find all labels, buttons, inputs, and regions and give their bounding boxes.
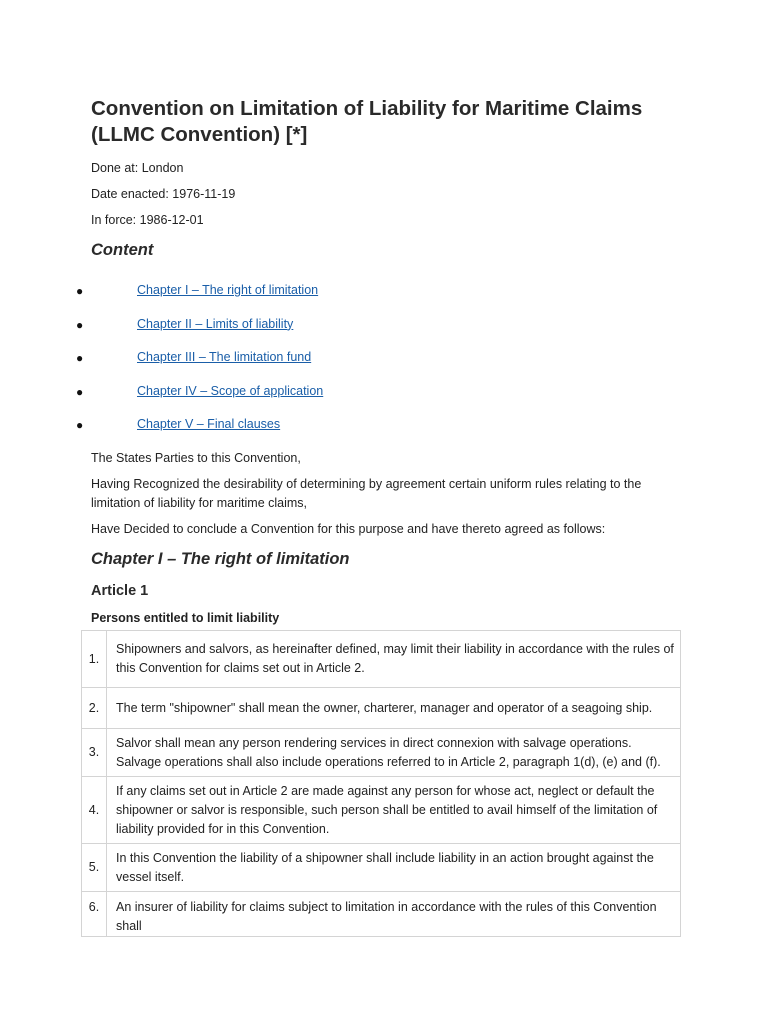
- toc-item: [0, 381, 500, 415]
- toc-link-chapter-5[interactable]: Chapter V – Final clauses: [137, 417, 281, 432]
- article-paragraphs-table: [81, 630, 681, 937]
- preamble-paragraph: Have Decided to conclude a Convention for this purpose and have thereto agreed as follows:: [91, 522, 606, 536]
- paragraph-number: 3.: [82, 729, 107, 777]
- chapter-heading: Chapter I – The right of limitation: [91, 550, 350, 568]
- table-of-contents: [0, 280, 500, 448]
- toc-link-chapter-4[interactable]: Chapter IV – Scope of application: [137, 383, 324, 398]
- toc-link-chapter-3[interactable]: Chapter III – The limitation fund: [137, 350, 312, 365]
- article-subheading: Persons entitled to limit liability: [91, 611, 280, 625]
- paragraph-number: 5.: [82, 844, 107, 892]
- toc-link-chapter-1[interactable]: Chapter I – The right of limitation: [137, 283, 319, 297]
- table-row: [82, 631, 681, 688]
- bullet-icon: ●: [76, 317, 84, 332]
- date-enacted: Date enacted: 1976-11-19: [91, 187, 236, 201]
- table-row: [82, 844, 681, 892]
- paragraph-text: The term "shipowner" shall mean the owner, charterer, manager and operator of a seagoing ship.: [107, 688, 681, 729]
- table-row: [82, 777, 681, 844]
- preamble-paragraph: Having Recognized the desirability of determining by agreement certain uniform rules relating to the limitation of liability for maritime claims,: [91, 477, 642, 510]
- paragraph-text: If any claims set out in Article 2 are made against any person for whose act, neglect or default the shipowner or salvor is responsible, such person shall be entitled to avail himself of the limitation of liability provided for in this Convention.: [107, 777, 681, 844]
- paragraph-text: Salvor shall mean any person rendering services in direct connexion with salvage operations. Salvage operations shall also include operations referred to in Article 2, paragraph 1(d), (e) and (f).: [107, 729, 681, 777]
- toc-link-chapter-2[interactable]: Chapter II – Limits of liability: [137, 316, 294, 331]
- paragraph-number: 2.: [82, 688, 107, 729]
- toc-item: [0, 414, 500, 448]
- in-force: In force: 1986-12-01: [91, 213, 204, 227]
- toc-item: [0, 314, 500, 348]
- done-at: Done at: London: [91, 161, 184, 175]
- table-row: [82, 688, 681, 729]
- bullet-icon: ●: [76, 418, 84, 433]
- bullet-icon: ●: [76, 384, 84, 399]
- bullet-icon: ●: [76, 284, 84, 298]
- paragraph-text: In this Convention the liability of a shipowner shall include liability in an action brought against the vessel itself.: [107, 844, 681, 892]
- paragraph-number: 4.: [82, 777, 107, 844]
- paragraph-text: Shipowners and salvors, as hereinafter defined, may limit their liability in accordance with the rules of this Convention for claims set out in Article 2.: [107, 631, 681, 688]
- paragraph-number: 6.: [82, 892, 107, 937]
- paragraph-number: 1.: [82, 631, 107, 688]
- table-row: [82, 729, 681, 777]
- bullet-icon: ●: [76, 351, 84, 366]
- toc-item: [0, 280, 500, 314]
- content-heading: Content: [91, 241, 154, 259]
- document-title: Convention on Limitation of Liability for Maritime Claims (LLMC Convention) [*]: [91, 97, 643, 146]
- preamble-paragraph: The States Parties to this Convention,: [91, 451, 301, 465]
- toc-item: [0, 347, 500, 381]
- paragraph-text: An insurer of liability for claims subject to limitation in accordance with the rules of this Convention shall: [107, 892, 681, 937]
- table-row: [82, 892, 681, 937]
- article-heading: Article 1: [91, 583, 149, 599]
